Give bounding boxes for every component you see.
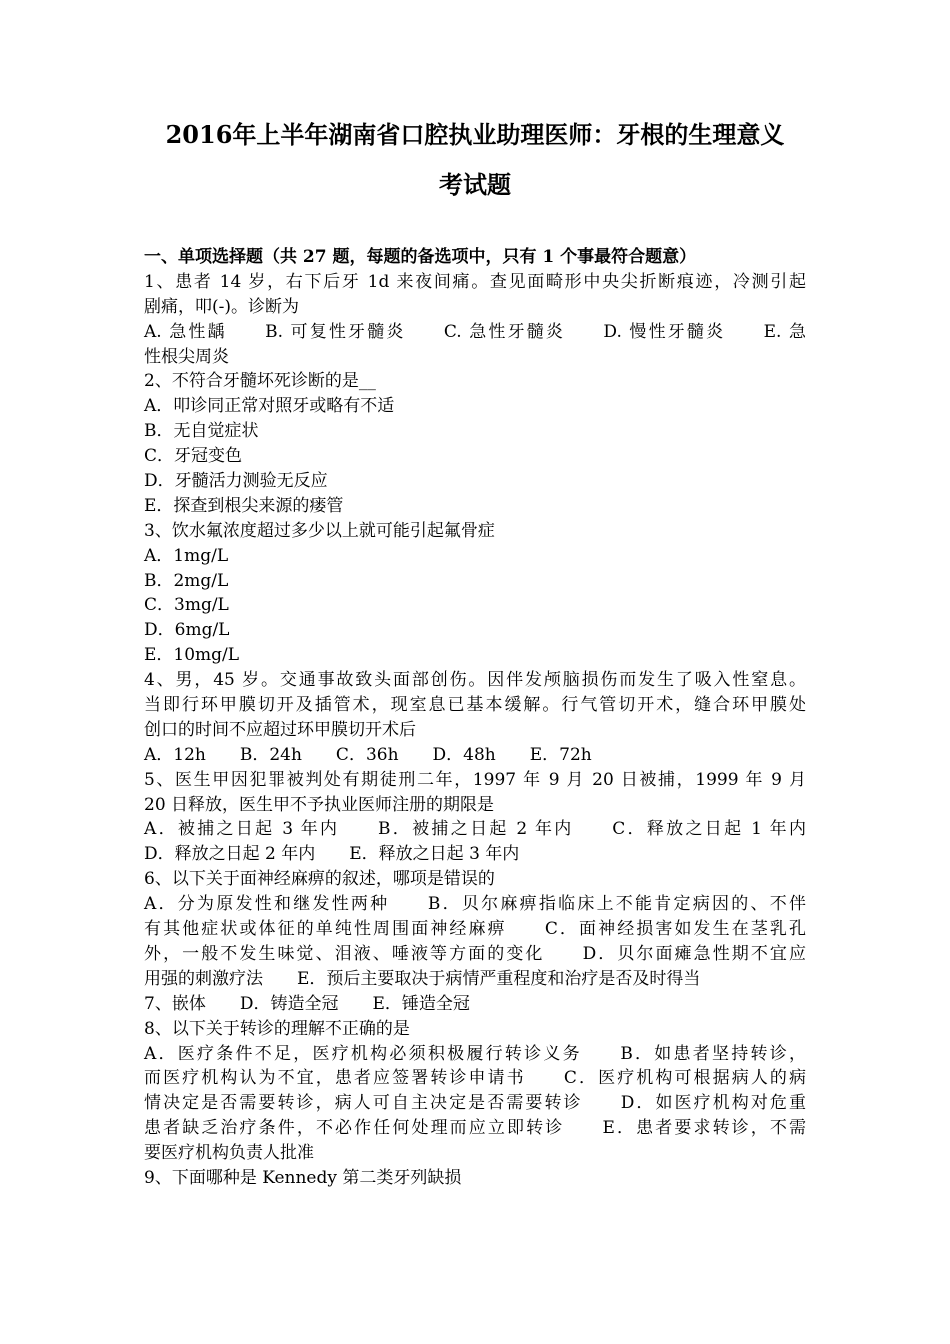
question-6-stem: 6、以下关于面神经麻痹的叙述，哪项是错误的 [144,869,495,890]
question-2-option-a: A．叩诊同正常对照牙或略有不适 [144,396,395,417]
question-5-stem: 5、医生甲因犯罪被判处有期徒刑二年，1997 年 9 月 20 日被捕，1999 年 9 月 [144,769,806,790]
question-1-stem: 1、患者 14 岁，右下后牙 1d 来夜间痛。查见面畸形中央尖折断痕迹，冷测引起 [144,271,806,292]
question-8-options: 而医疗机构认为不宜，患者应签署转诊申请书 C．医疗机构可根据病人的病 [144,1068,806,1089]
question-2-stem: 2、不符合牙髓坏死诊断的是__ [144,371,376,392]
question-4-stem: 当即行环甲膜切开及插管术，现室息已基本缓解。行气管切开术，缝合环甲膜处 [144,695,806,716]
document-title: 2016年上半年湖南省口腔执业助理医师：牙根的生理意义 [165,120,785,149]
question-3-option-c: C．3mg/L [144,595,229,616]
question-3-option-a: A．1mg/L [144,545,229,566]
question-1-options: A. 急性龋 B. 可复性牙髓炎 C. 急性牙髓炎 D. 慢性牙髓炎 E. 急 [144,321,806,342]
question-4-stem: 4、男，45 岁。交通事故致头面部创伤。因伴发颅脑损伤而发生了吸入性窒息。 [144,670,806,691]
question-9-stem: 9、下面哪种是 Kennedy 第二类牙列缺损 [144,1167,462,1188]
question-8-options: A．医疗条件不足，医疗机构必须积极履行转诊义务 B．如患者坚持转诊， [144,1043,806,1064]
question-3-option-d: D．6mg/L [144,620,230,641]
question-5-stem: 20 日释放，医生甲不予执业医师注册的期限是 [144,794,495,815]
question-3-option-b: B．2mg/L [144,570,229,591]
document-title-continued: 考试题 [439,170,511,199]
question-8-options: 情决定是否需要转诊，病人可自主决定是否需要转诊 D．如医疗机构对危重 [144,1093,806,1114]
question-1-stem: 剧痛，叩(-)。诊断为 [144,296,300,317]
document-body [144,245,806,1191]
question-4-options: A．12h B．24h C．36h D．48h E．72h [144,744,592,765]
question-8-options: 要医疗机构负责人批准 [144,1143,314,1164]
question-5-options: D．释放之日起 2 年内 E．释放之日起 3 年内 [144,844,520,865]
question-2-option-b: B．无自觉症状 [144,421,259,442]
question-5-options: A．被捕之日起 3 年内 B．被捕之日起 2 年内 C．释放之日起 1 年内 [144,819,806,840]
question-6-options: 用强的刺激疗法 E．预后主要取决于病情严重程度和治疗是否及时得当 [144,968,701,989]
question-6-options: 有其他症状或体征的单纯性周围面神经麻痹 C．面神经损害如发生在茎乳孔 [144,919,806,940]
question-7-text: 7、嵌体 D．铸造全冠 E．锤造全冠 [144,993,470,1014]
section-heading: 一、单项选择题（共 27 题，每题的备选项中，只有 1 个事最符合题意） [144,247,697,267]
question-2-option-d: D．牙髓活力测验无反应 [144,471,328,492]
question-6-options: A．分为原发性和继发性两种 B．贝尔麻痹指临床上不能肯定病因的、不伴 [144,894,806,915]
question-3-stem: 3、饮水氟浓度超过多少以上就可能引起氟骨症 [144,520,495,541]
question-2-option-e: E．探查到根尖来源的瘘管 [144,495,344,516]
question-8-options: 患者缺乏治疗条件，不必作任何处理而应立即转诊 E．患者要求转诊，不需 [144,1118,806,1139]
question-1-options: 性根尖周炎 [144,346,229,367]
question-4-stem: 创口的时间不应超过环甲膜切开术后 [144,719,416,740]
question-8-stem: 8、以下关于转诊的理解不正确的是 [144,1018,410,1039]
question-3-option-e: E．10mg/L [144,645,240,666]
question-6-options: 外，一般不发生味觉、泪液、唾液等方面的变化 D．贝尔面瘫急性期不宜应 [144,943,806,964]
question-2-option-c: C．牙冠变色 [144,446,243,467]
